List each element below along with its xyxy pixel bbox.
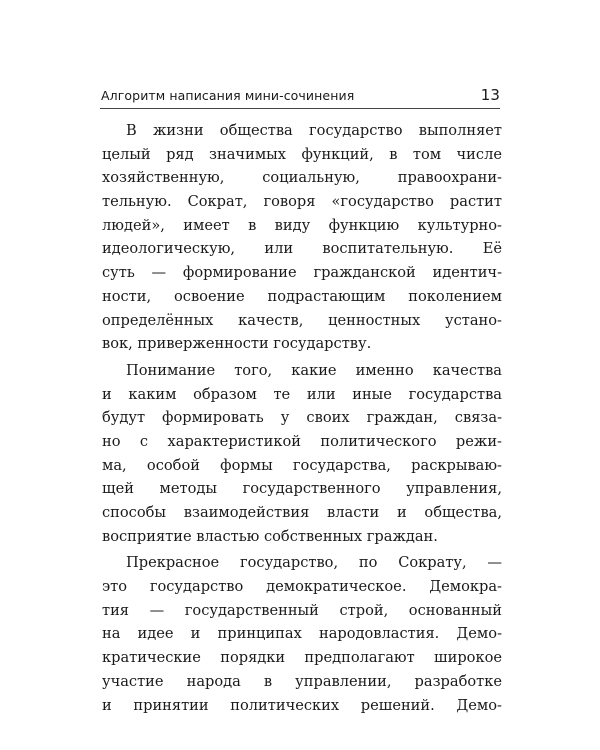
paragraph xyxy=(102,551,502,717)
text-line: на идее и принципах народовластия. Демо- xyxy=(102,625,502,643)
text-line: идеологическую, или воспитательную. Её xyxy=(102,240,502,258)
text-line: восприятие властью собственных граждан. xyxy=(102,527,438,545)
text-line: тельную. Сократ, говоря «государство растит xyxy=(102,193,502,211)
text-line: будут формировать у своих граждан, связа- xyxy=(102,409,502,427)
text-line: это государство демократическое. Демокра- xyxy=(102,578,502,596)
running-header xyxy=(100,86,500,109)
paragraph xyxy=(102,359,502,549)
text-line: Понимание того, какие именно качества xyxy=(126,361,502,379)
text-line: целый ряд значимых функций, в том числе xyxy=(102,145,502,163)
text-line: ма, особой формы государства, раскрываю- xyxy=(102,456,502,474)
text-line: суть — формирование гражданской идентич- xyxy=(102,264,502,282)
text-line: тия — государственный строй, основанный xyxy=(102,601,502,619)
text-line: но с характеристикой политического режи- xyxy=(102,432,502,450)
text-line: ности, освоение подрастающим поколением xyxy=(102,287,502,305)
text-line: людей», имеет в виду функцию культурно- xyxy=(102,216,502,234)
text-line: и принятии политических решений. Демо- xyxy=(102,696,502,714)
paragraph xyxy=(102,119,502,356)
text-line: вок, приверженности государству. xyxy=(102,335,372,353)
text-line: кратические порядки предполагают широкое xyxy=(102,649,502,667)
text-line: Прекрасное государство, по Сократу, — xyxy=(126,554,502,572)
body-text xyxy=(102,119,502,720)
running-title: Алгоритм написания мини-сочинения xyxy=(101,88,355,103)
page-number: 13 xyxy=(480,86,500,104)
text-line: способы взаимодействия власти и общества, xyxy=(102,504,502,521)
text-line: В жизни общества государство выполняет xyxy=(126,122,502,139)
text-line: определённых качеств, ценностных устано- xyxy=(102,311,502,329)
text-line: участие народа в управлении, разработке xyxy=(102,672,502,690)
text-line: и каким образом те или иные государства xyxy=(102,385,502,403)
text-line: щей методы государственного управления, xyxy=(102,480,502,498)
text-line: хозяйственную, социальную, правоохрани- xyxy=(102,169,502,187)
